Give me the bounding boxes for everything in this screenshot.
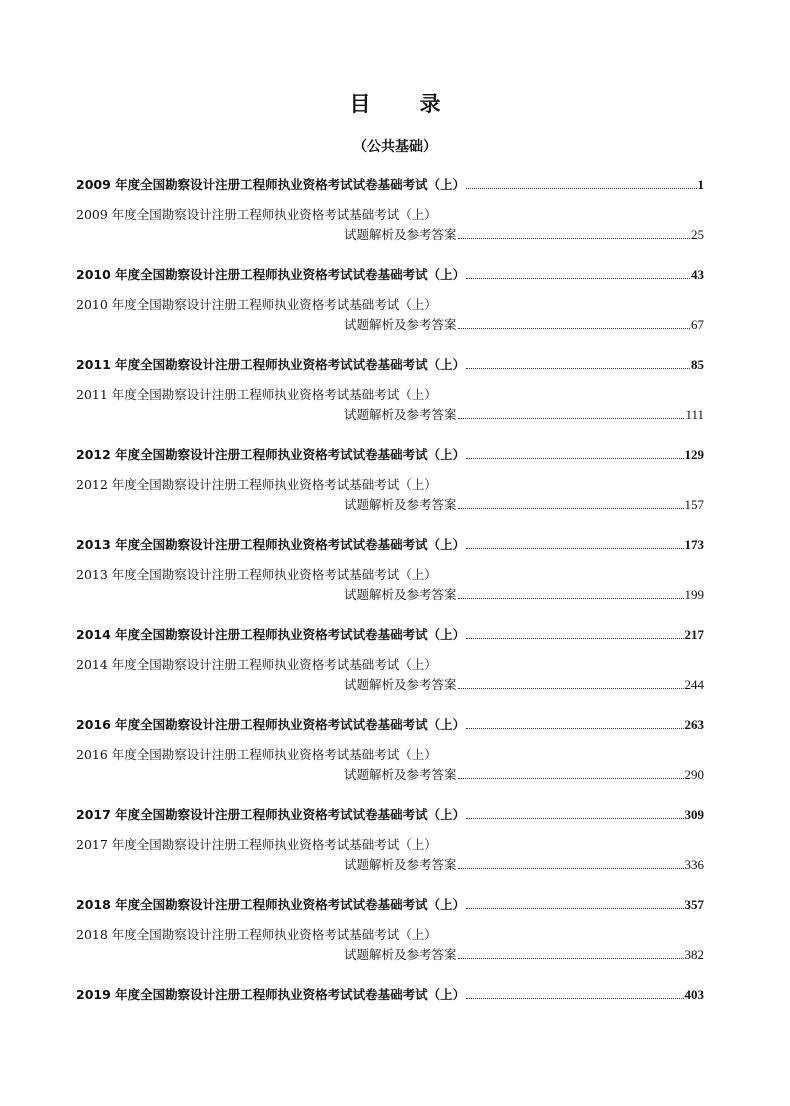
exam-page-number: 1 <box>697 177 704 192</box>
toc-group <box>76 445 704 535</box>
toc-exam-entry[interactable] <box>76 265 704 285</box>
answer-title: 2010 年度全国勘察设计注册工程师执业资格考试基础考试（上） <box>76 297 437 312</box>
toc-exam-entry[interactable] <box>76 715 704 735</box>
exam-title: 2009 年度全国勘察设计注册工程师执业资格考试试卷基础考试（上） <box>76 177 466 192</box>
answer-title: 2012 年度全国勘察设计注册工程师执业资格考试基础考试（上） <box>76 477 437 492</box>
dot-leader <box>458 593 684 599</box>
toc-group <box>76 175 704 265</box>
toc-answer-heading <box>76 205 704 225</box>
exam-page-number: 85 <box>691 357 704 372</box>
dot-leader <box>466 453 683 459</box>
answer-title: 2018 年度全国勘察设计注册工程师执业资格考试基础考试（上） <box>76 927 437 942</box>
answer-label: 试题解析及参考答案 <box>344 947 457 962</box>
toc-answer-heading <box>76 655 704 675</box>
toc-answer-entry[interactable] <box>76 945 704 965</box>
dot-leader <box>458 953 684 959</box>
answer-label: 试题解析及参考答案 <box>344 227 457 242</box>
answer-page-number: 111 <box>685 407 704 422</box>
toc-group <box>76 715 704 805</box>
answer-label: 试题解析及参考答案 <box>344 407 457 422</box>
dot-leader <box>458 863 684 869</box>
toc-exam-entry[interactable] <box>76 805 704 825</box>
toc-group <box>76 355 704 445</box>
exam-title: 2013 年度全国勘察设计注册工程师执业资格考试试卷基础考试（上） <box>76 537 466 552</box>
answer-title: 2013 年度全国勘察设计注册工程师执业资格考试基础考试（上） <box>76 567 437 582</box>
toc-answer-heading <box>76 475 704 495</box>
answer-page-number: 244 <box>684 677 704 692</box>
exam-title: 2016 年度全国勘察设计注册工程师执业资格考试试卷基础考试（上） <box>76 717 466 732</box>
answer-page-number: 67 <box>691 317 704 332</box>
dot-leader <box>458 323 690 329</box>
dot-leader <box>466 813 683 819</box>
toc-answer-heading <box>76 835 704 855</box>
dot-leader <box>466 633 683 639</box>
answer-label: 试题解析及参考答案 <box>344 587 457 602</box>
dot-leader <box>466 903 683 909</box>
toc-exam-entry[interactable] <box>76 355 704 375</box>
exam-page-number: 403 <box>684 987 704 1002</box>
answer-title: 2014 年度全国勘察设计注册工程师执业资格考试基础考试（上） <box>76 657 437 672</box>
exam-title: 2014 年度全国勘察设计注册工程师执业资格考试试卷基础考试（上） <box>76 627 466 642</box>
answer-label: 试题解析及参考答案 <box>344 857 457 872</box>
dot-leader <box>466 543 683 549</box>
exam-title: 2017 年度全国勘察设计注册工程师执业资格考试试卷基础考试（上） <box>76 807 466 822</box>
toc-group <box>76 265 704 355</box>
exam-title: 2011 年度全国勘察设计注册工程师执业资格考试试卷基础考试（上） <box>76 357 466 372</box>
answer-page-number: 382 <box>684 947 704 962</box>
toc-group <box>76 895 704 985</box>
dot-leader <box>466 183 696 189</box>
table-of-contents <box>76 175 704 1075</box>
toc-exam-entry[interactable] <box>76 985 704 1005</box>
exam-page-number: 263 <box>684 717 704 732</box>
toc-exam-entry[interactable] <box>76 445 704 465</box>
exam-title: 2019 年度全国勘察设计注册工程师执业资格考试试卷基础考试（上） <box>76 987 466 1002</box>
dot-leader <box>458 233 690 239</box>
toc-answer-entry[interactable] <box>76 315 704 335</box>
dot-leader <box>466 363 690 369</box>
toc-group <box>76 805 704 895</box>
toc-answer-entry[interactable] <box>76 405 704 425</box>
toc-exam-entry[interactable] <box>76 535 704 555</box>
toc-answer-heading <box>76 385 704 405</box>
toc-answer-heading <box>76 925 704 945</box>
toc-exam-entry[interactable] <box>76 625 704 645</box>
toc-answer-entry[interactable] <box>76 495 704 515</box>
answer-title: 2017 年度全国勘察设计注册工程师执业资格考试基础考试（上） <box>76 837 437 852</box>
dot-leader <box>458 683 684 689</box>
answer-title: 2011 年度全国勘察设计注册工程师执业资格考试基础考试（上） <box>76 387 437 402</box>
dot-leader <box>466 723 683 729</box>
toc-list <box>76 175 704 1075</box>
answer-page-number: 199 <box>684 587 704 602</box>
exam-page-number: 129 <box>684 447 704 462</box>
toc-answer-entry[interactable] <box>76 765 704 785</box>
toc-group <box>76 535 704 625</box>
dot-leader <box>458 503 684 509</box>
dot-leader <box>458 413 685 419</box>
answer-label: 试题解析及参考答案 <box>344 317 457 332</box>
exam-page-number: 309 <box>684 807 704 822</box>
toc-group <box>76 985 704 1075</box>
toc-answer-entry[interactable] <box>76 675 704 695</box>
answer-label: 试题解析及参考答案 <box>344 677 457 692</box>
toc-answer-entry[interactable] <box>76 225 704 245</box>
answer-title: 2009 年度全国勘察设计注册工程师执业资格考试基础考试（上） <box>76 207 437 222</box>
answer-page-number: 336 <box>684 857 704 872</box>
dot-leader <box>458 773 684 779</box>
answer-page-number: 157 <box>684 497 704 512</box>
dot-leader <box>466 273 690 279</box>
exam-page-number: 173 <box>684 537 704 552</box>
toc-exam-entry[interactable] <box>76 895 704 915</box>
exam-title: 2010 年度全国勘察设计注册工程师执业资格考试试卷基础考试（上） <box>76 267 466 282</box>
toc-answer-entry[interactable] <box>76 855 704 875</box>
answer-page-number: 290 <box>684 767 704 782</box>
page-subtitle: （公共基础） <box>353 139 437 155</box>
answer-page-number: 25 <box>691 227 704 242</box>
toc-answer-heading <box>76 745 704 765</box>
answer-label: 试题解析及参考答案 <box>344 767 457 782</box>
toc-group <box>76 625 704 715</box>
page-title: 目 录 <box>349 92 455 116</box>
exam-title: 2018 年度全国勘察设计注册工程师执业资格考试试卷基础考试（上） <box>76 897 466 912</box>
exam-page-number: 357 <box>684 897 704 912</box>
exam-page-number: 217 <box>684 627 704 642</box>
answer-title: 2016 年度全国勘察设计注册工程师执业资格考试基础考试（上） <box>76 747 437 762</box>
exam-page-number: 43 <box>691 267 704 282</box>
exam-title: 2012 年度全国勘察设计注册工程师执业资格考试试卷基础考试（上） <box>76 447 466 462</box>
toc-answer-heading <box>76 565 704 585</box>
dot-leader <box>466 993 683 999</box>
answer-label: 试题解析及参考答案 <box>344 497 457 512</box>
toc-answer-heading <box>76 295 704 315</box>
toc-answer-entry[interactable] <box>76 585 704 605</box>
toc-exam-entry[interactable] <box>76 175 704 195</box>
